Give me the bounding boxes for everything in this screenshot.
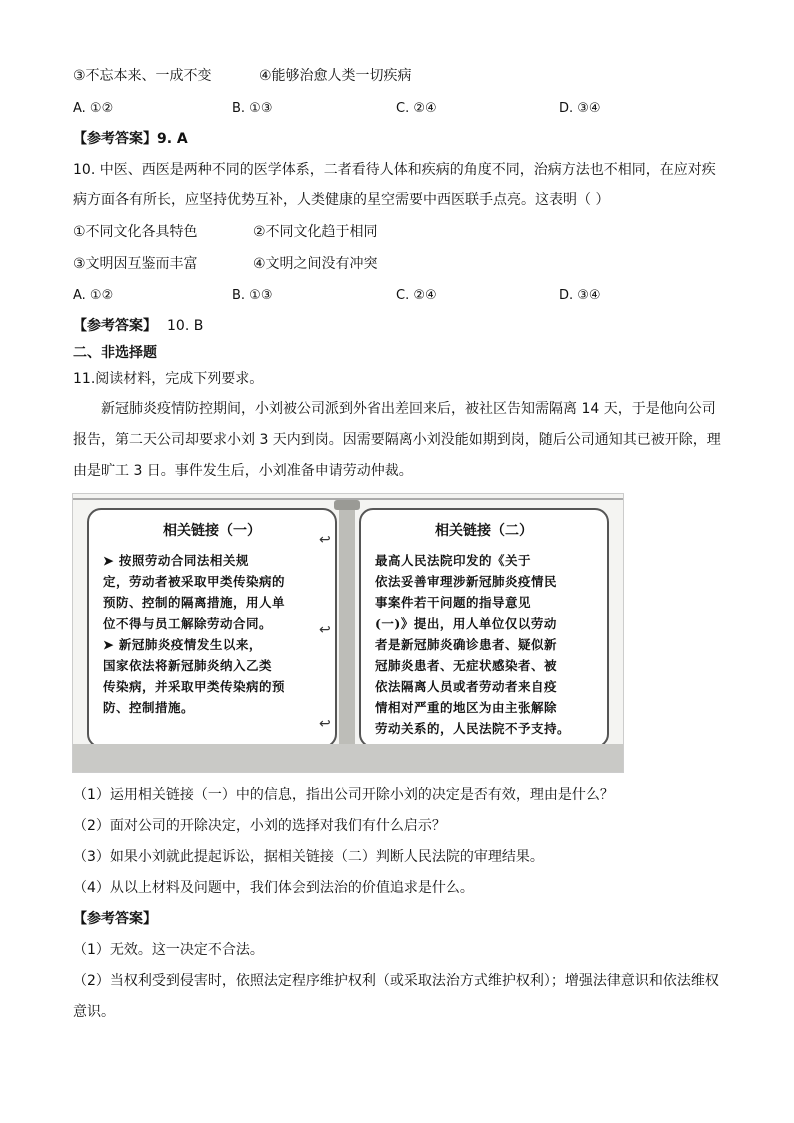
q10-stem-line-2: 病方面各有所长，应坚持优势互补，人类健康的星空需要中西医联手点亮。这表明（ ） bbox=[73, 192, 610, 208]
q10-statement-1: ①不同文化各具特色 bbox=[73, 224, 198, 240]
q10-statement-4: ④文明之间没有冲突 bbox=[253, 256, 378, 272]
q11-subquestion-2: （2）面对公司的开除决定，小刘的选择对我们有什么启示？ bbox=[73, 818, 446, 834]
q11-material-line-1: 新冠肺炎疫情防控期间，小刘被公司派到外省出差回来后，被社区告知需隔离 14 天，于是他向公司 bbox=[101, 401, 716, 417]
q10-option-d: D. ③④ bbox=[559, 288, 601, 303]
q11-answer-label: 【参考答案】 bbox=[73, 911, 157, 927]
q9-option-d: D. ③④ bbox=[559, 101, 601, 116]
q9-answer: 【参考答案】9. A bbox=[73, 131, 188, 147]
q9-option-a: A. ①② bbox=[73, 101, 114, 116]
q10-option-a: A. ①② bbox=[73, 288, 114, 303]
q9-option-b: B. ①③ bbox=[232, 101, 273, 116]
q10-option-c: C. ②④ bbox=[396, 288, 437, 303]
q11-subquestion-3: （3）如果小刘就此提起诉讼，据相关链接（二）判断人民法院的审理结果。 bbox=[73, 849, 544, 865]
q10-option-b: B. ①③ bbox=[232, 288, 273, 303]
q11-answer-2-line-2: 意识。 bbox=[73, 1004, 115, 1020]
hook-icon: ↩ bbox=[319, 716, 331, 732]
related-link-1-title: 相关链接（一） bbox=[163, 523, 261, 539]
related-link-1-panel bbox=[87, 508, 337, 748]
related-link-1-body: ➤ 按照劳动合同法相关规 定，劳动者被采取甲类传染病的 预防、控制的隔离措施，用人单 位不得与员工解除劳动合同。 ➤ 新冠肺炎疫情发生以来， 国家依法将新冠肺炎纳入乙类 传染病，并采取甲类传染病的预 防、控制措施。 bbox=[103, 553, 286, 715]
q10-stem-line-1: 10. 中医、西医是两种不同的医学体系，二者看待人体和疾病的角度不同，治病方法也不相同，在应对疾 bbox=[73, 162, 716, 178]
q10-answer bbox=[73, 316, 203, 336]
q11-material-line-2: 报告，第二天公司却要求小刘 3 天内到岗。因需要隔离小刘没能如期到岗，随后公司通知其已被开除，理 bbox=[73, 432, 721, 448]
spine-cap bbox=[334, 500, 360, 510]
hook-icon: ↩ bbox=[319, 622, 331, 638]
related-links-figure bbox=[72, 493, 624, 773]
figure-bottom-band bbox=[73, 744, 623, 772]
related-link-2-body: 最高人民法院印发的《关于 依法妥善审理涉新冠肺炎疫情民 事案件若干问题的指导意见 (一)》提出，用人单位仅以劳动 者是新冠肺炎确诊患者、疑似新 冠肺炎患者、无症状感染者、被 依法隔离人员或者劳动者来自疫 情相对严重的地区为由主张解除 劳动关系的，人民法院不予支持。 bbox=[375, 553, 571, 736]
q9-option-c: C. ②④ bbox=[396, 101, 437, 116]
q10-statement-3: ③文明因互鉴而丰富 bbox=[73, 256, 198, 272]
q10-answer-label: 【参考答案】 bbox=[73, 318, 157, 334]
related-link-2-title: 相关链接（二） bbox=[435, 523, 533, 539]
related-link-2-panel bbox=[359, 508, 609, 748]
hook-icon: ↩ bbox=[319, 532, 331, 548]
section-title: 二、非选择题 bbox=[73, 345, 157, 361]
q10-statement-2: ②不同文化趋于相同 bbox=[253, 224, 378, 240]
q11-answer-2-line-1: （2）当权利受到侵害时，依照法定程序维护权利（或采取法治方式维护权利）；增强法律意识和依法维权 bbox=[73, 973, 719, 989]
q9-statement-4: ④能够治愈人类一切疾病 bbox=[259, 68, 412, 84]
figure-center-spine bbox=[339, 500, 355, 750]
q11-answer-1: （1）无效。这一决定不合法。 bbox=[73, 942, 264, 958]
q11-material-line-3: 由是旷工 3 日。事件发生后，小刘准备申请劳动仲裁。 bbox=[73, 463, 413, 479]
q11-subquestion-1: （1）运用相关链接（一）中的信息，指出公司开除小刘的决定是否有效，理由是什么？ bbox=[73, 787, 614, 803]
q9-statement-3: ③不忘本来、一成不变 bbox=[73, 68, 212, 84]
q11-subquestion-4: （4）从以上材料及问题中，我们体会到法治的价值追求是什么。 bbox=[73, 880, 474, 896]
q11-title: 11.阅读材料，完成下列要求。 bbox=[73, 371, 264, 387]
q10-answer-value: 10. B bbox=[167, 318, 204, 334]
